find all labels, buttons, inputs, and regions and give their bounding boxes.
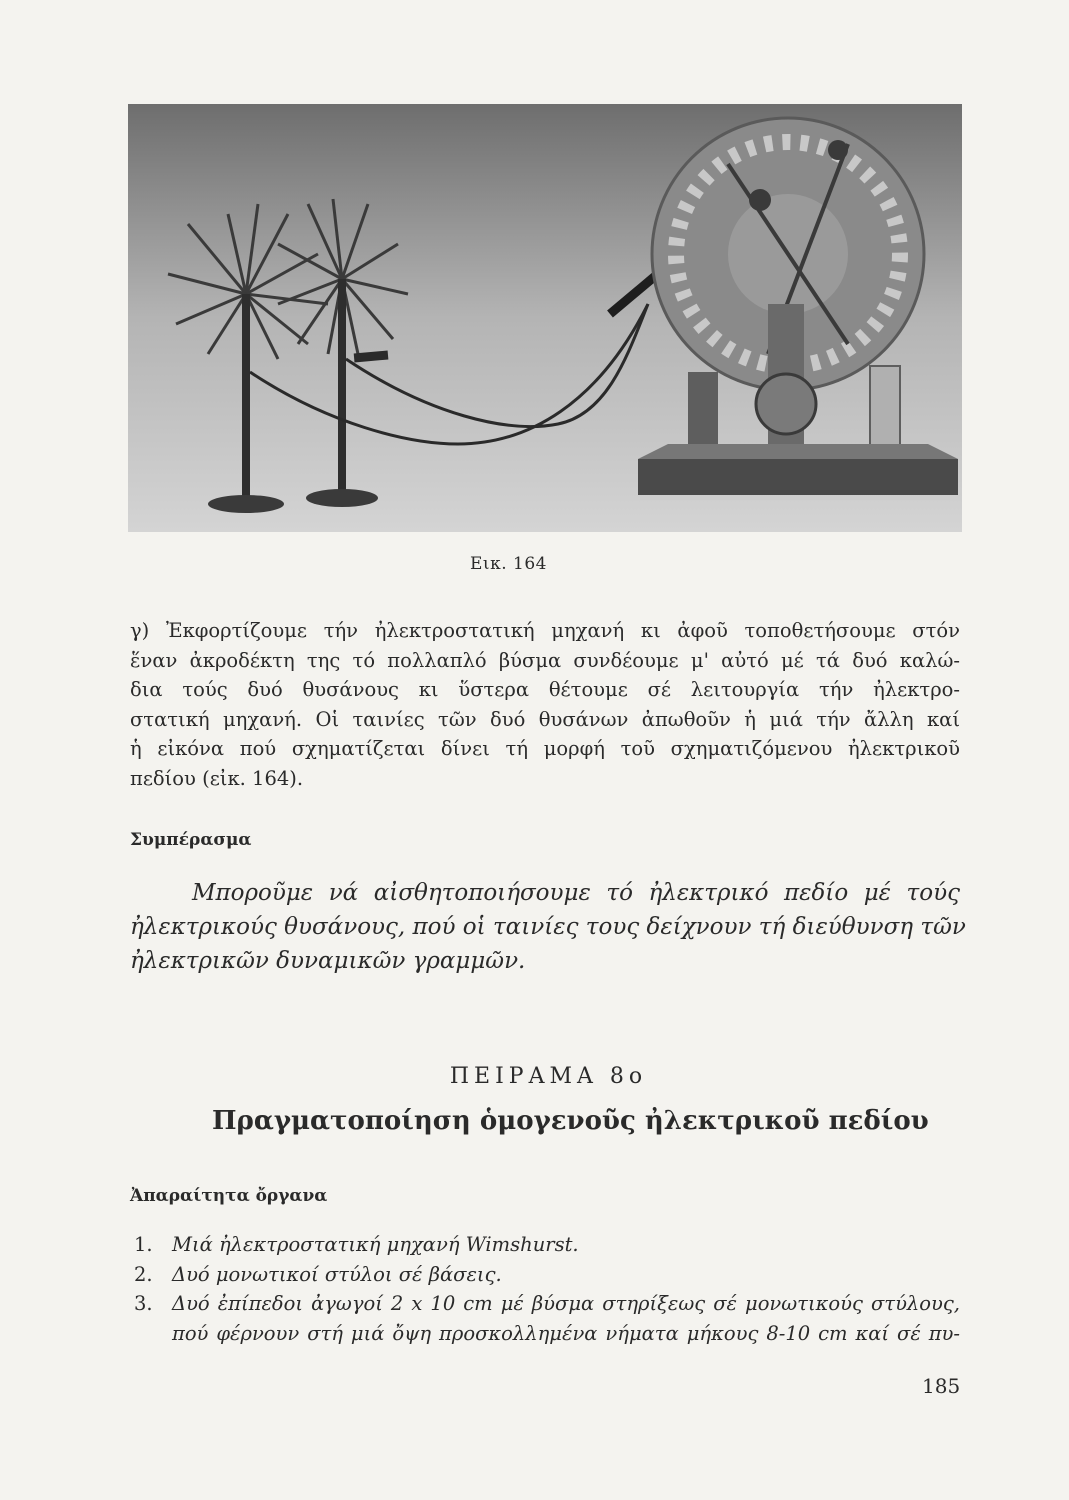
list-item-text: Δυό ἐπίπεδοι ἀγωγοί 2 x 10 cm μέ βύσμα στηρίξεως σέ μονωτικούς στύλους, (172, 1292, 960, 1316)
list-item (130, 1289, 960, 1348)
experiment-title: ΠΕΙΡΑΜΑ 8ο (449, 1064, 648, 1089)
list-item (130, 1260, 960, 1290)
figure-caption: Εικ. 164 (470, 554, 547, 574)
list-item (130, 1230, 960, 1260)
list-item-text: πού φέρνουν στή μιά ὄψη προσκολλημένα νήματα μήκους 8-10 cm καί σέ πυ- (172, 1321, 960, 1345)
right-stand-base (306, 489, 378, 507)
figure-photo (128, 104, 962, 532)
conclusion-line: Μποροῦμε νά αἰσθητοποιήσουμε τό ἠλεκτρικό πεδίο μέ τούς (192, 880, 960, 906)
paragraph-line: ἕναν ἀκροδέκτη της τό πολλαπλό βύσμα συνδέουμε μ' αὐτό μέ τά δυό καλώ- (130, 648, 960, 672)
list-item-number: 1. (134, 1233, 153, 1256)
paragraph-line: ἡ εἰκόνα πού σχηματίζεται δίνει τή μορφή τοῦ σχηματιζόμενου ἠλεκτρικοῦ (130, 737, 960, 761)
requirements-heading: Ἀπαραίτητα ὄργανα (130, 1186, 328, 1206)
list-item-number: 3. (134, 1292, 153, 1316)
paragraph-line: στατική μηχανή. Οἱ ταινίες τῶν δυό θυσάνων ἀπωθοῦν ἡ μιά τήν ἄλλη καί (130, 707, 960, 731)
list-item-number: 2. (134, 1262, 153, 1286)
paragraph-g (130, 616, 960, 794)
list-item-text: Δυό μονωτικοί στύλοι σέ βάσεις. (172, 1262, 502, 1286)
paragraph-line: πεδίου (εἰκ. 164). (130, 766, 304, 790)
paragraph-line: δια τούς δυό θυσάνους κι ὕστερα θέτουμε σέ λειτουργία τήν ἠλεκτρο- (130, 678, 960, 702)
left-stand-base (208, 495, 284, 513)
requirements-list (130, 1230, 960, 1348)
conclusion-line: ἠλεκτρικούς θυσάνους, πού οἱ ταινίες τους δείχνουν τή διεύθυνση τῶν (130, 914, 966, 940)
conclusion-heading: Συμπέρασμα (130, 830, 252, 850)
conclusion-line: ἠλεκτρικῶν δυναμικῶν γραμμῶν. (130, 948, 526, 974)
experiment-subtitle: Πραγματοποίηση ὁμογενοῦς ἠλεκτρικοῦ πεδίου (212, 1106, 929, 1136)
list-item-text: Μιά ἠλεκτροστατική μηχανή Wimshurst. (172, 1233, 579, 1256)
paragraph-line: γ) Ἐκφορτίζουμε τήν ἠλεκτροστατική μηχανή κι ἀφοῦ τοποθετήσουμε στόν (130, 619, 960, 642)
page-number: 185 (922, 1374, 961, 1398)
conclusion-text (130, 876, 966, 978)
